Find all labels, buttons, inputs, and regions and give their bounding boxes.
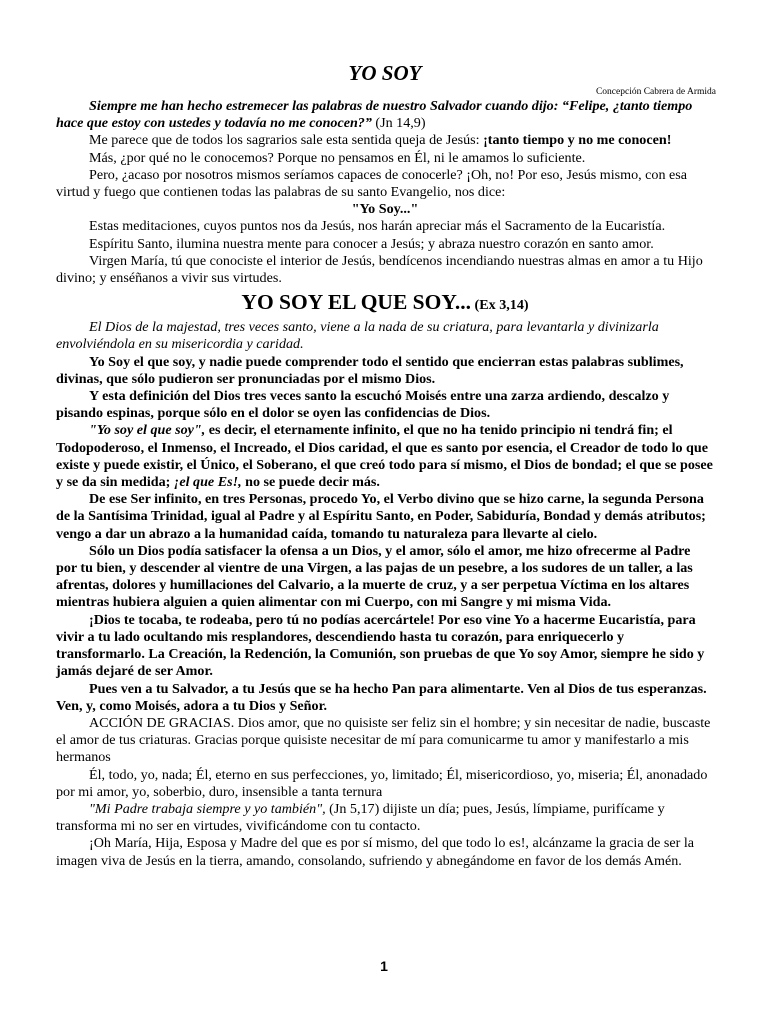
scripture-reference: (Jn 14,9)	[371, 115, 426, 132]
intro-paragraph-6: Espíritu Santo, ilumina nuestra mente para conocer a Jesús; y abraza nuestro corazón en santo amor.	[89, 235, 654, 252]
gospel-quote: Siempre me han hecho estremecer las palabras de nuestro Salvador cuando dijo: “Felipe, ¿tanto tiempo hace que estoy con ustedes y todavía no me conocen?”	[56, 98, 693, 132]
document-page	[56, 58, 714, 870]
meditation-paragraph-4: De ese Ser infinito, en tres Personas, procedo Yo, el Verbo divino que se hizo carne, la segunda Persona de la Santísima Trinidad, igual al Padre y al Espíritu Santo, en Poder, Sabiduría, Bondad y demás atributos; vengo a dar un abrazo a la humanidad caída, tomando tu naturaleza para llevarte al cielo.	[56, 491, 706, 542]
meditation-paragraph-1: Yo Soy el que soy, y nadie puede comprender todo el sentido que encierran estas palabras sublimes, divinas, que sólo pudieron ser pronunciadas por el mismo Dios.	[56, 353, 684, 387]
meditation-paragraph-5: Sólo un Dios podía satisfacer la ofensa a un Dios, y el amor, sólo el amor, me hizo ofrecerme al Padre por tu bien, y descender al vientre de una Virgen, a las pajas de un pesebre, a los sudores de un taller, a las afrentas, dolores y humillaciones del Calvario, a la muerte de cruz, y a ser perpetua Víctima en los altares mientras hubiera alguien a quien alimentar con mi Cuerpo, con mi Sangre y mi misma Vida.	[56, 542, 693, 611]
intro-paragraph-5: Estas meditaciones, cuyos puntos nos da Jesús, nos harán apreciar más el Sacramento de la Eucaristía.	[89, 218, 666, 235]
intro-paragraph-7: Virgen María, tú que conociste el interior de Jesús, bendícenos incendiando nuestras almas en amor a tu Hijo divino; y enséñanos a vivir sus virtudes.	[56, 252, 703, 287]
meditation-paragraph-3-end: no se puede decir más.	[241, 474, 380, 491]
meditation-quote: "Yo soy el que soy",	[89, 422, 206, 439]
meditation-paragraph-2: Y esta definición del Dios tres veces santo la escuchó Moisés entre una zarza ardiendo, descalzo y pisando espinas, porque sólo en el dolor se oyen las confidencias de Dios.	[56, 388, 670, 422]
meditation-paragraph-7: Pues ven a tu Salvador, a tu Jesús que se ha hecho Pan para alimentarte. Ven al Dios de tus esperanzas. Ven, y, como Moisés, adora a tu Dios y Señor.	[56, 680, 707, 714]
author-credit: Concepción Cabrera de Armida	[595, 87, 716, 97]
intro-paragraph-3: Más, ¿por qué no le conocemos? Porque no pensamos en Él, ni le amamos lo suficiente.	[89, 149, 586, 166]
page-number: 1	[380, 958, 388, 974]
thanksgiving-paragraph: ACCIÓN DE GRACIAS. Dios amor, que no quisiste ser feliz sin el hombre; y sin necesitar de nadie, buscaste el amor de tus criaturas. Gracias porque quisiste necesitar de mí para comunicarme tu amor y manifestarlo a mis hermanos	[56, 714, 711, 766]
reflection-paragraph: Él, todo, yo, nada; Él, eterno en sus perfecciones, yo, limitado; Él, misericordioso, yo, miseria; Él, anonadado por mi amor, yo, soberbio, duro, insensible a tanta ternura	[56, 766, 708, 800]
meditation-paragraph-6: ¡Dios te tocaba, te rodeaba, pero tú no podías acercártele! Por eso vine Yo a hacerme Eucaristía, para vivir a tu lado ocultando mis resplandores, descendiendo hasta tu corazón, para enriquecerlo y transformarlo. La Creación, la Redención, la Comunión, son pruebas de que Yo soy Amor, siempre he sido y jamás dejaré de ser Amor.	[56, 611, 705, 680]
prayer-paragraph	[56, 801, 714, 835]
document-title: YO SOY	[348, 61, 422, 85]
meditation-paragraph-3-text: es decir, el eternamente infinito, el que no ha tenido principio ni tendrá fin; el Todopoderoso, el Inmenso, el Increado, el Dios caridad, el que es santo por esencia, el Creador de todo lo que existe y puede existir, el Único, el Soberano, el que creó todo para sí mismo, el Dios de bondad; el que se posee y se da sin medida;	[56, 422, 713, 491]
intro-paragraph-1	[56, 98, 714, 132]
section-heading	[56, 289, 714, 318]
prayer-paragraph-text: (Jn 5,17) dijiste un día; pues, Jesús, límpiame, purifícame y transforma mi no ser en virtudes, vivificándome con tu contacto.	[56, 800, 665, 835]
prayer-quote: "Mi Padre trabaja siempre y yo también",	[89, 800, 326, 817]
meditation-quote-2: ¡el que Es!,	[173, 474, 242, 491]
intro-paragraph-2-emphasis: ¡tanto tiempo y no me conocen!	[483, 132, 672, 149]
meditation-paragraph-3	[56, 422, 714, 491]
section-heading-reference: (Ex 3,14)	[471, 297, 529, 314]
marian-prayer-paragraph: ¡Oh María, Hija, Esposa y Madre del que es por sí mismo, del que todo lo es!, alcánzame la gracia de ser la imagen viva de Jesús en la tierra, amando, consolando, sufriendo y abnegándome en favor de los demás Amén.	[56, 835, 695, 869]
section-lead: El Dios de la majestad, tres veces santo, viene a la nada de su criatura, para levantarla y divinizarla envolviéndola en su misericordia y caridad.	[56, 319, 659, 353]
intro-paragraph-2-text: Me parece que de todos los sagrarios sale esta sentida queja de Jesús:	[89, 132, 484, 149]
intro-paragraph-2	[56, 132, 714, 149]
section-heading-text: YO SOY EL QUE SOY...	[241, 290, 472, 315]
intro-paragraph-4: Pero, ¿acaso por nosotros mismos seríamos capaces de conocerle? ¡Oh, no! Por eso, Jesús mismo, con esa virtud y fuego que contienen todas las palabras de su santo Evangelio, nos dice:	[56, 166, 688, 201]
yo-soy-quote: "Yo Soy..."	[351, 201, 419, 218]
